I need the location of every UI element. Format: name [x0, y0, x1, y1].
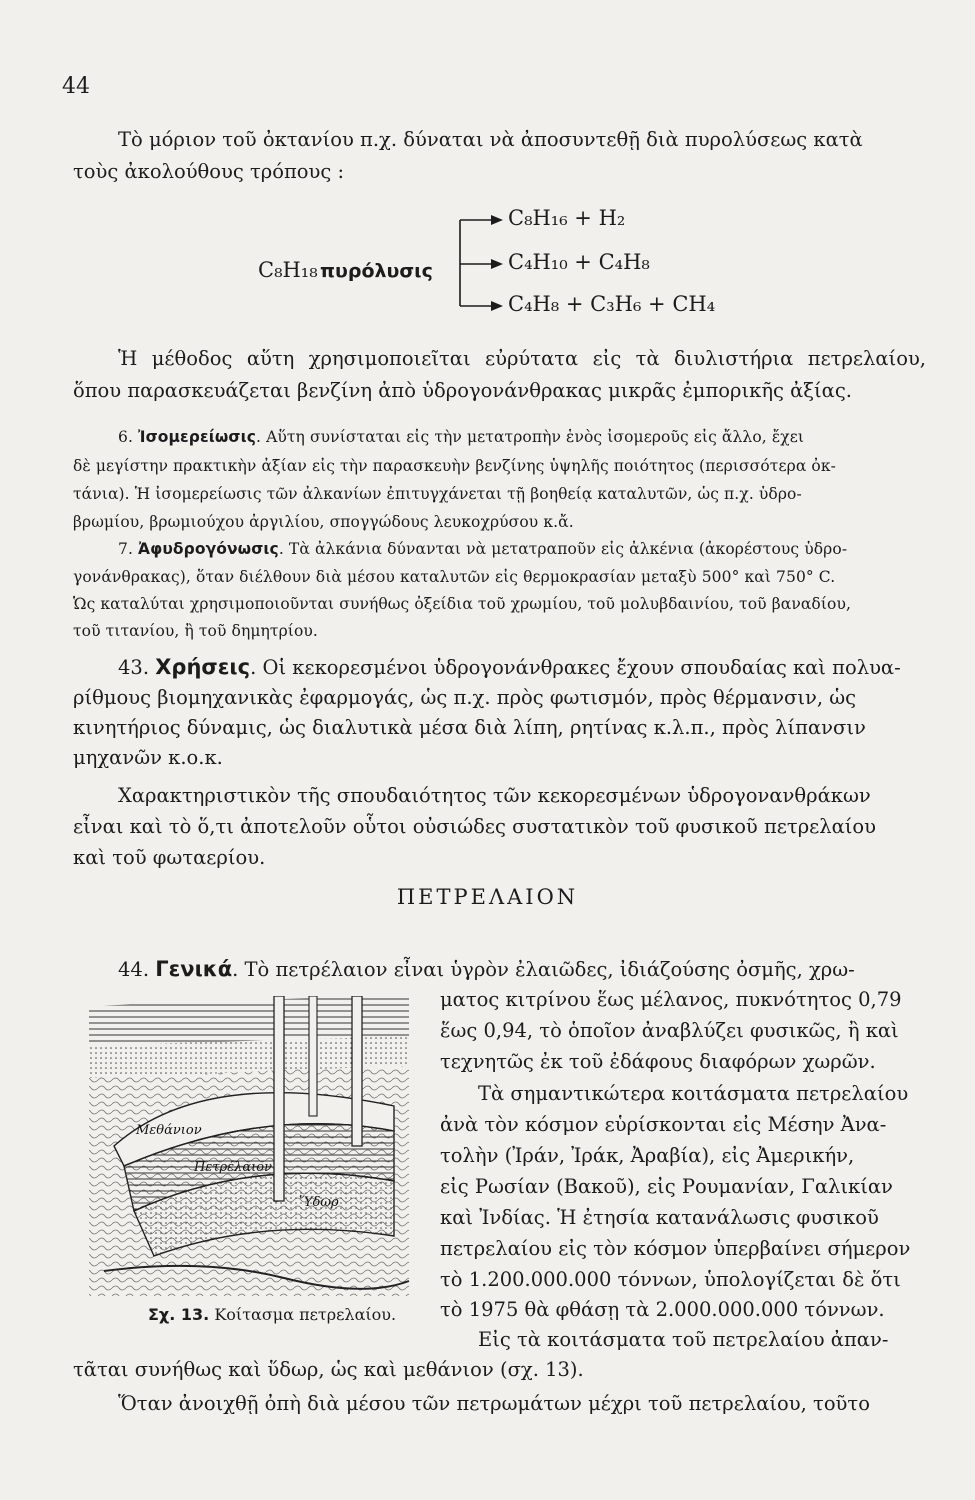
figure-caption: [148, 1305, 396, 1324]
general-line-3: ἕως 0,94, τὸ ὁποῖον ἀναβλύζει φυσικῶς, ἢ καὶ: [440, 1019, 899, 1042]
general-title: Γενικά: [155, 957, 233, 981]
dehydrogenation-line-4: τοῦ τιτανίου, ἢ τοῦ δημητρίου.: [73, 622, 318, 640]
figure-caption-text: Κοίτασμα πετρελαίου.: [214, 1305, 397, 1324]
product-1: C₈H₁₆ + H₂: [508, 206, 626, 230]
general-line-4: τεχνητῶς ἐκ τοῦ ἐδάφους διαφόρων χωρῶν.: [440, 1050, 876, 1073]
oil-deposit-illustration: [84, 996, 414, 1296]
section-heading: ΠΕΤΡΕΛΑΙΟΝ: [396, 885, 579, 909]
uses-para2-line-3: καὶ τοῦ φωταερίου.: [73, 846, 266, 869]
dehydrogenation-line-2: γονάνθρακας), ὅταν διέλθουν διὰ μέσου καταλυτῶν εἰς θερμοκρασίαν μεταξὺ 500° καὶ 750° C.: [73, 568, 836, 586]
method-line-1: Ἡ μέθοδος αὕτη χρησιμοποιεῖται εὐρύτατα εἰς τὰ διυλιστήρια πετρελαίου,: [118, 347, 926, 370]
general-para2-line-1: Τὰ σημαντικώτερα κοιτάσματα πετρελαίου: [478, 1082, 909, 1105]
general-number: 44.: [118, 958, 150, 981]
pyrolysis-label: πυρόλυσις: [320, 260, 433, 282]
reaction-bracket: [455, 208, 515, 318]
uses-line-4: μηχανῶν κ.ο.κ.: [73, 746, 223, 769]
uses-line-3: κινητήριος δύναμις, ὡς διαλυτικὰ μέσα διὰ λίπη, ρητίνας κ.λ.π., πρὸς λίπανσιν: [73, 716, 866, 739]
general-first-line: [118, 957, 855, 981]
gas-label: Μεθάνιον: [136, 1123, 202, 1138]
general-para2-line-4: εἰς Ρωσίαν (Βακοῦ), εἰς Ρουμανίαν, Γαλικίαν: [440, 1175, 893, 1198]
product-2: C₄H₁₀ + C₄H₈: [508, 250, 650, 274]
general-line-1: . Τὸ πετρέλαιον εἶναι ὑγρὸν ἐλαιῶδες, ἰδιάζούσης ὀσμῆς, χρω-: [232, 958, 855, 981]
general-para2-line-3: τολὴν (Ἰράν, Ἰράκ, Ἀραβία), εἰς Ἀμερικήν,: [440, 1144, 855, 1167]
general-para2-line-2: ἀνὰ τὸν κόσμον εὑρίσκονται εἰς Μέσην Ἀνα-: [440, 1113, 887, 1136]
isomerization-first-line: [118, 428, 804, 446]
general-para4-line-1: Ὅταν ἀνοιχθῇ ὀπὴ διὰ μέσου τῶν πετρωμάτων μέχρι τοῦ πετρελαίου, τοῦτο: [118, 1392, 870, 1415]
isomerization-title: Ἰσομερείωσις: [138, 428, 257, 446]
isomerization-line-1: . Αὕτη συνίσταται εἰς τὴν μετατροπὴν ἑνὸς ἰσομεροῦς εἰς ἄλλο, ἔχει: [256, 428, 805, 446]
dehydrogenation-first-line: [118, 540, 847, 558]
general-para2-line-7: τὸ 1.200.000.000 τόννων, ὑπολογίζεται δὲ ὅτι: [440, 1268, 901, 1291]
oil-label: Πετρέλαιον: [194, 1160, 272, 1175]
dehydrogenation-line-1: . Τὰ ἀλκάνια δύνανται νὰ μετατραποῦν εἰς ἀλκένια (ἀκορέστους ὑδρο-: [278, 540, 848, 558]
isomerization-line-3: τάνια). Ἡ ἰσομερείωσις τῶν ἀλκανίων ἐπιτυγχάνεται τῇ βοηθείᾳ καταλυτῶν, ὡς π.χ. ὑδρο-: [73, 485, 802, 503]
dehydrogenation-number: 7.: [118, 540, 133, 558]
isomerization-line-4: βρωμίου, βρωμιούχου ἀργιλίου, σπογγώδους λευκοχρύσου κ.ἄ.: [73, 513, 574, 531]
general-para2-line-8: τὸ 1975 θὰ φθάσῃ τὰ 2.000.000.000 τόννων.: [440, 1298, 885, 1321]
general-para2-line-6: πετρελαίου εἰς τὸν κόσμον ὑπερβαίνει σήμερον: [440, 1237, 911, 1260]
figure-oil-deposit: [84, 996, 414, 1296]
figure-caption-number: Σχ. 13.: [148, 1305, 210, 1324]
intro-line-1: Τὸ μόριον τοῦ ὀκτανίου π.χ. δύναται νὰ ἀποσυντεθῇ διὰ πυρολύσεως κατὰ: [118, 128, 863, 151]
reactant-formula: C₈H₁₈: [258, 258, 318, 282]
uses-para2-line-2: εἶναι καὶ τὸ ὅ,τι ἀποτελοῦν οὗτοι οὐσιώδες συστατικὸν τοῦ φυσικοῦ πετρελαίου: [73, 815, 877, 838]
isomerization-line-2: δὲ μεγίστην πρακτικὴν ἀξίαν εἰς τὴν παρασκευὴν βενζίνης ὑψηλῆς ποιότητος (περισσότερα ὀκ-: [73, 457, 836, 475]
method-line-2: ὅπου παρασκευάζεται βενζίνη ἀπὸ ὑδρογονάνθρακας μικρᾶς ἐμπορικῆς ἀξίας.: [73, 379, 852, 402]
dehydrogenation-title: Ἀφυδρογόνωσις: [138, 540, 279, 558]
intro-line-2: τοὺς ἀκολούθους τρόπους :: [73, 160, 345, 183]
general-para3-line-1: Εἰς τὰ κοιτάσματα τοῦ πετρελαίου ἀπαν-: [478, 1328, 889, 1351]
uses-para2-line-1: Χαρακτηριστικὸν τῆς σπουδαιότητος τῶν κεκορεσμένων ὑδρογονανθράκων: [118, 784, 871, 807]
page-number: 44: [62, 74, 90, 99]
product-3: C₄H₈ + C₃H₆ + CH₄: [508, 292, 716, 316]
uses-line-2: ρίθμους βιομηχανικὰς ἐφαρμογάς, ὡς π.χ. πρὸς φωτισμόν, πρὸς θέρμανσιν, ὡς: [73, 686, 857, 709]
general-para3-line-2: τᾶται συνήθως καὶ ὕδωρ, ὡς καὶ μεθάνιον (σχ. 13).: [73, 1358, 584, 1381]
dehydrogenation-line-3: Ὡς καταλύται χρησιμοποιοῦνται συνήθως ὀξείδια τοῦ χρωμίου, τοῦ μολυβδαινίου, τοῦ βαναδίου,: [73, 595, 852, 613]
uses-number: 43.: [118, 656, 150, 679]
uses-first-line: [118, 655, 901, 679]
general-para2-line-5: καὶ Ἰνδίας. Ἡ ἐτησία κατανάλωσις φυσικοῦ: [440, 1206, 879, 1229]
uses-line-1: . Οἱ κεκορεσμένοι ὑδρογονάνθρακες ἔχουν σπουδαίας καὶ πολυα-: [250, 656, 901, 679]
water-label: Ὕδωρ: [299, 1195, 339, 1210]
isomerization-number: 6.: [118, 428, 133, 446]
general-line-2: ματος κιτρίνου ἕως μέλανος, πυκνότητος 0,79: [440, 988, 902, 1011]
uses-title: Χρήσεις: [155, 655, 251, 679]
